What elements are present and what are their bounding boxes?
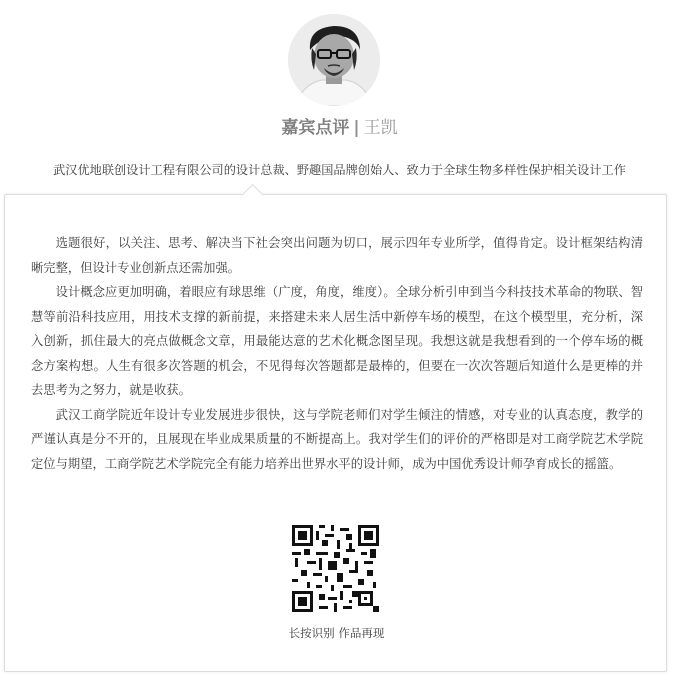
review-paragraph-2: 设计概念应更加明确，着眼应有球思维（广度，角度，维度）。全球分析引申到当今科技技术革命的物联、智慧等前沿科技应用，用技术支撑的新前提，来搭建未来人居生活中新停车场的模型，在这个模型里，充分析，深入创新，抓住最大的亮点做概念文章，用最能达意的艺术化概念图呈现。我想这就是我想看到的一个停车场的概念方案构想。人生有很多次答题的机会，不见得每次答题都是最棒的，但要在一次次答题后知道什么是更棒的并去思考为之努力，就是收获。 (31, 285, 643, 397)
review-paragraph-1: 选题很好，以关注、思考、解决当下社会突出问题为切口，展示四年专业所学，值得肯定。设计框架结构清晰完整，但设计专业创新点还需加强。 (31, 236, 643, 275)
guest-role-description: 武汉优地联创设计工程有限公司的设计总裁、野趣国品牌创始人、致力于全球生物多样性保护相关设计工作 (53, 163, 626, 177)
review-card (4, 194, 667, 672)
guest-avatar (288, 14, 380, 106)
title-separator: | (353, 118, 360, 138)
guest-heading (0, 116, 679, 140)
qr-caption: 长按识别 作品再现 (288, 626, 385, 640)
guest-name: 王凯 (363, 118, 398, 138)
review-paragraph-3: 武汉工商学院近年设计专业发展进步很快，这与学院老师们对学生倾注的情感，对专业的认真态度，教学的严谨认真是分不开的，且展现在毕业成果质量的不断提高上。我对学生们的评价的严格即是对工商学院艺术学院定位与期望，工商学院艺术学院完全有能力培养出世界水平的设计师，成为中国优秀设计师孕育成长的摇篮。 (31, 407, 643, 471)
qr-code[interactable] (292, 525, 379, 612)
card-pointer (242, 184, 263, 205)
guest-section-title: 嘉宾点评 (281, 118, 350, 138)
review-text (31, 231, 643, 476)
guest-portrait-image (288, 14, 380, 106)
